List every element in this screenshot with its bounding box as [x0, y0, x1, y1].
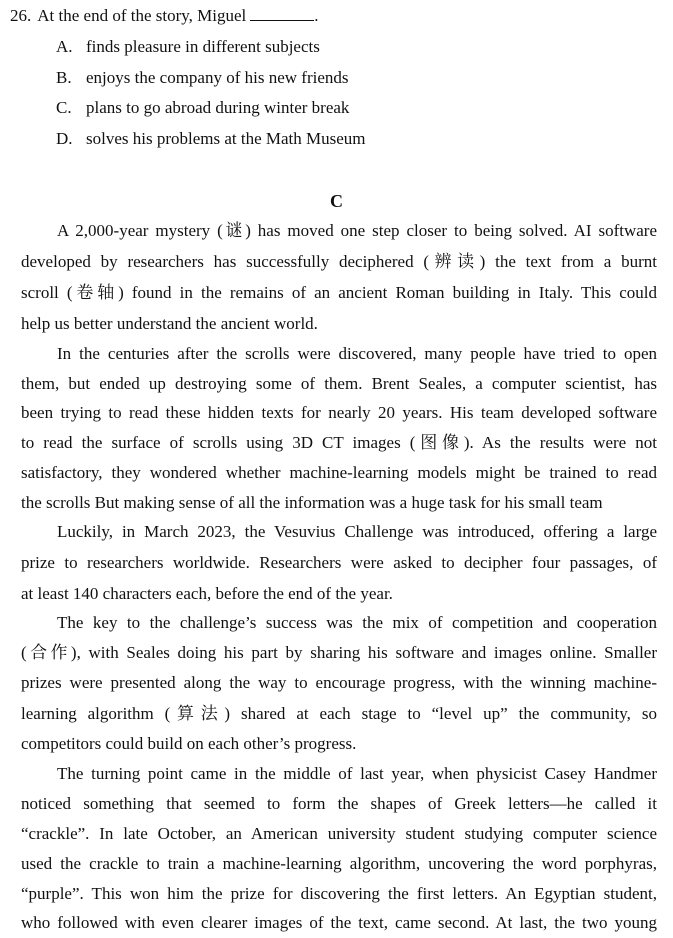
option-letter: A. [56, 37, 73, 56]
question-stem-end: . [314, 6, 319, 25]
answer-blank [250, 6, 314, 21]
passage-line: the scrolls But making sense of all the information was a huge task for his small team [21, 493, 603, 512]
passage-line: to read the surface of scrolls using 3D CT images (图像). As the results were not [21, 433, 657, 452]
passage-line: developed by researchers has successfully deciphered (辨读) the text from a burnt [21, 252, 657, 271]
passage-line: learning algorithm (算法) shared at each stage to “level up” the community, so [21, 704, 657, 723]
passage-line: been trying to read these hidden texts for nearly 20 years. His team developed software [21, 403, 657, 422]
option-text: plans to go abroad during winter break [86, 98, 350, 117]
option-text: solves his problems at the Math Museum [86, 129, 366, 148]
passage-line: prizes were presented along the way to encourage progress, with the winning machine- [21, 673, 657, 692]
question-text: At the end of the story, Miguel [37, 6, 247, 25]
option-c [56, 96, 349, 120]
passage-line: The turning point came in the middle of last year, when physicist Casey Handmer [57, 764, 657, 783]
passage-line: A 2,000-year mystery (谜) has moved one step closer to being solved. AI software [57, 221, 657, 240]
option-letter: D. [56, 129, 73, 148]
passage-line: satisfactory, they wondered whether machine-learning models might be trained to read [21, 463, 657, 482]
passage-line: at least 140 characters each, before the end of the year. [21, 584, 393, 603]
passage-line: noticed something that seemed to form the shapes of Greek letters—he called it [21, 794, 657, 813]
passage-line: used the crackle to train a machine-learning algorithm, uncovering the word porphyras, [21, 854, 657, 873]
passage-line: competitors could build on each other’s progress. [21, 734, 357, 753]
option-d [56, 127, 366, 151]
passage-line: In the centuries after the scrolls were discovered, many people have tried to open [57, 344, 657, 363]
option-letter: C. [56, 98, 72, 117]
section-heading: C [330, 191, 343, 211]
passage-line: “crackle”. In late October, an American university student studying computer science [21, 824, 657, 843]
option-b [56, 66, 349, 90]
passage-line: them, but ended up destroying some of them. Brent Seales, a computer scientist, has [21, 374, 657, 393]
question-stem [10, 4, 319, 28]
passage-line: (合作), with Seales doing his part by sharing his software and images online. Smaller [21, 643, 657, 662]
passage-line: who followed with even clearer images of the text, came second. At last, the two young [21, 913, 657, 932]
passage-line: The key to the challenge’s success was the mix of competition and cooperation [57, 613, 657, 632]
passage-line: help us better understand the ancient world. [21, 314, 318, 333]
passage-line: “purple”. This won him the prize for discovering the first letters. An Egyptian student, [21, 884, 657, 903]
option-a [56, 35, 320, 59]
passage-line: prize to researchers worldwide. Researchers were asked to decipher four passages, of [21, 553, 657, 572]
passage-line: Luckily, in March 2023, the Vesuvius Challenge was introduced, offering a large [57, 522, 657, 541]
question-number: 26. [10, 6, 32, 25]
passage-line: scroll (卷轴) found in the remains of an ancient Roman building in Italy. This could [21, 283, 657, 302]
option-text: finds pleasure in different subjects [86, 37, 320, 56]
option-letter: B. [56, 68, 72, 87]
option-text: enjoys the company of his new friends [86, 68, 349, 87]
